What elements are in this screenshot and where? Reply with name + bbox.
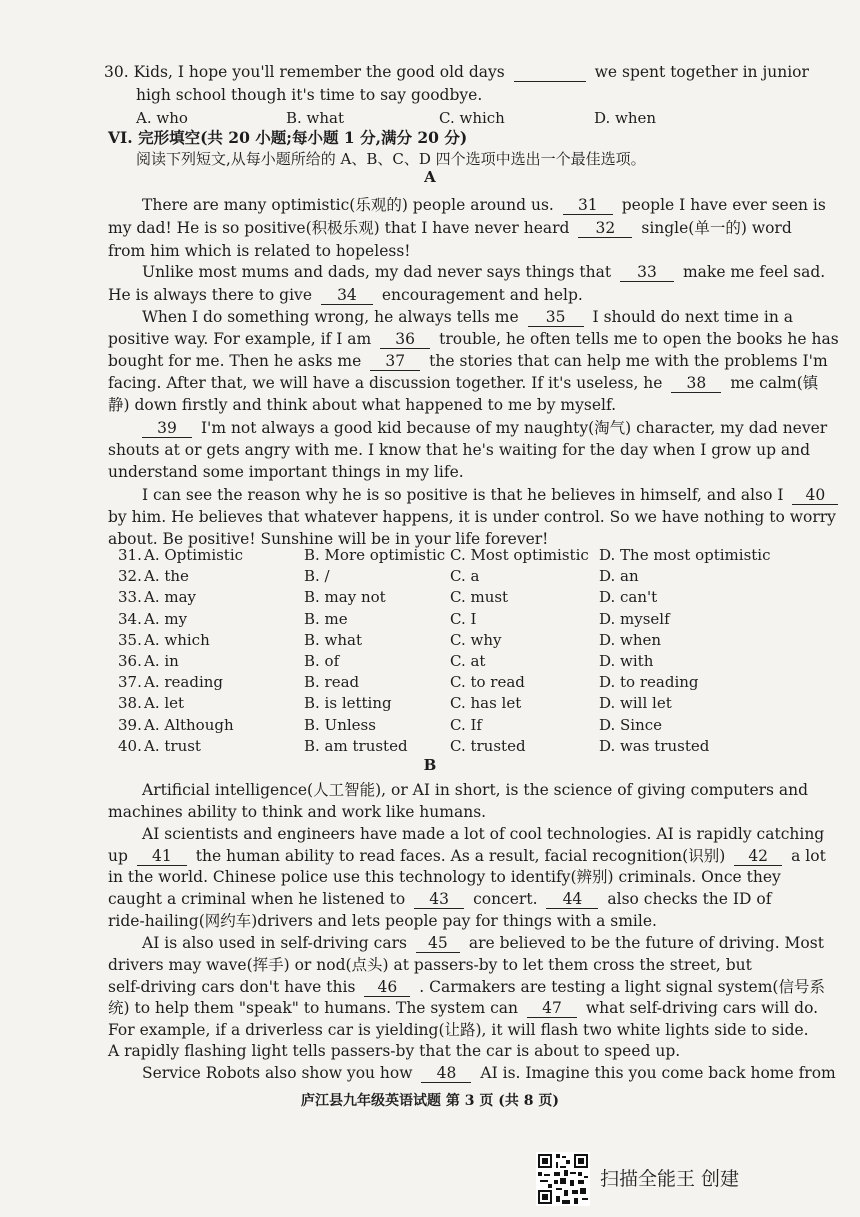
option-b: B. / <box>304 567 330 586</box>
passage-b-line <box>108 889 771 909</box>
option-b: B. read <box>304 673 360 692</box>
blank-37: 37 <box>370 352 420 371</box>
passage-b-line: A rapidly flashing light tells passers-by that the car is about to speed up. <box>108 1042 681 1060</box>
text: bought for me. Then he asks me <box>108 352 362 370</box>
option-a: A. in <box>144 652 179 670</box>
passage-a-label: A <box>424 168 436 186</box>
passage-a-line <box>142 485 842 505</box>
option-row <box>118 693 818 713</box>
option-d: D. Since <box>599 715 663 734</box>
passage-b-line: ride-hailing(网约车)drivers and lets people pay for things with a smile. <box>108 912 657 930</box>
option-b: B. is letting <box>304 694 392 713</box>
text: He is always there to give <box>108 286 312 304</box>
q30-option-a: A. who <box>136 109 188 127</box>
passage-b-line: machines ability to think and work like humans. <box>108 803 487 821</box>
section-instruction: 阅读下列短文,从每小题所给的 A、B、C、D 四个选项中选出一个最佳选项。 <box>136 150 646 168</box>
q30-option-d: D. when <box>594 109 657 127</box>
option-number: 37. <box>118 673 142 692</box>
blank-41: 41 <box>137 847 187 866</box>
text: I can see the reason why he is so positive is that he believes in himself, and also I <box>142 486 784 504</box>
passage-a-line <box>108 351 828 371</box>
passage-a-line <box>142 195 826 215</box>
blank-43: 43 <box>414 890 464 909</box>
text: I'm not always a good kid because of my naughty(淘气) character, my dad never <box>200 419 828 437</box>
option-row <box>118 736 818 756</box>
scanner-watermark: 扫描全能王 创建 <box>600 1168 740 1190</box>
option-a: A. my <box>144 609 188 628</box>
option-c: C. to read <box>450 673 525 692</box>
option-b: B. am trusted <box>304 736 408 755</box>
option-d: D. was trusted <box>599 736 710 755</box>
passage-a-line <box>108 373 818 393</box>
option-d: D. can't <box>599 588 658 607</box>
text: facing. After that, we will have a discussion together. If it's useless, he <box>108 374 663 392</box>
blank-38: 38 <box>671 374 721 393</box>
option-b: B. what <box>304 630 363 649</box>
option-row <box>118 715 818 735</box>
blank-34: 34 <box>321 286 373 305</box>
option-number: 40. <box>118 736 142 755</box>
text: positive way. For example, if I am <box>108 330 372 348</box>
text: caught a criminal when he listened to <box>108 890 406 908</box>
passage-a-line <box>142 262 825 282</box>
q30-line2: high school though it's time to say goodbye. <box>136 86 483 104</box>
option-c: C. why <box>450 630 502 649</box>
text: AI is. Imagine this you come back home from <box>480 1064 836 1082</box>
passage-b-line <box>108 846 826 866</box>
option-row <box>118 566 818 586</box>
option-b: B. Unless <box>304 715 376 734</box>
text: trouble, he often tells me to open the books he has <box>439 330 839 348</box>
option-a: A. let <box>144 694 185 713</box>
option-number: 35. <box>118 630 142 649</box>
text: what self-driving cars will do. <box>585 999 819 1017</box>
option-a: A. which <box>144 630 210 649</box>
option-d: D. The most optimistic <box>599 546 771 564</box>
option-d: D. myself <box>599 609 670 628</box>
passage-a-line <box>108 285 583 305</box>
option-row <box>118 587 818 607</box>
page-footer: 庐江县九年级英语试题 第 3 页 (共 8 页) <box>301 1093 559 1109</box>
blank-33: 33 <box>620 263 674 282</box>
option-c: C. has let <box>450 694 522 713</box>
text: are believed to be the future of driving. Most <box>468 934 824 952</box>
option-c: C. at <box>450 652 486 670</box>
passage-a-line: understand some important things in my life. <box>108 463 464 481</box>
blank-48: 48 <box>421 1064 471 1083</box>
option-number: 39. <box>118 715 142 734</box>
option-a: A. Optimistic <box>144 546 244 564</box>
option-number: 34. <box>118 609 142 628</box>
passage-b-line: For example, if a driverless car is yielding(让路), it will flash two white lights side to side. <box>108 1021 809 1039</box>
option-row <box>118 609 818 629</box>
option-c: C. a <box>450 567 480 586</box>
option-b: B. More optimistic <box>304 546 446 564</box>
option-d: D. an <box>599 567 639 586</box>
text: encouragement and help. <box>381 286 583 304</box>
text: also checks the ID of <box>607 890 772 908</box>
text: There are many optimistic(乐观的) people around us. <box>142 196 554 214</box>
passage-b-line: in the world. Chinese police use this technology to identify(辨别) criminals. Once they <box>108 868 781 886</box>
option-d: D. with <box>599 652 654 670</box>
text: my dad! He is so positive(积极乐观) that I have never heard <box>108 219 570 237</box>
passage-b-line <box>142 1063 836 1083</box>
passage-b-label: B <box>423 756 437 774</box>
text: When I do something wrong, he always tells me <box>142 308 519 326</box>
q30-option-b: B. what <box>286 109 345 127</box>
blank-46: 46 <box>364 978 410 997</box>
text: up <box>108 847 128 865</box>
text: me calm(镇 <box>730 374 819 392</box>
text: 统) to help them "speak" to humans. The system can <box>108 999 519 1017</box>
text: a lot <box>791 847 826 865</box>
option-a: A. the <box>144 567 189 586</box>
text: Unlike most mums and dads, my dad never says things that <box>142 263 612 281</box>
passage-b-line <box>142 933 824 953</box>
option-c: C. must <box>450 588 509 607</box>
passage-a-line: from him which is related to hopeless! <box>108 242 411 260</box>
option-a: A. reading <box>144 673 224 692</box>
option-row <box>118 545 818 565</box>
passage-b-line: drivers may wave(挥手) or nod(点头) at passers-by to let them cross the street, but <box>108 956 752 974</box>
option-a: A. trust <box>144 736 201 755</box>
section-title: VI. 完形填空(共 20 小题;每小题 1 分,满分 20 分) <box>108 128 468 147</box>
option-a: A. may <box>144 588 197 607</box>
passage-b-line: AI scientists and engineers have made a lot of cool technologies. AI is rapidly catching <box>142 825 825 843</box>
option-c: C. I <box>450 609 477 628</box>
option-c: C. trusted <box>450 736 526 755</box>
text: the human ability to read faces. As a result, facial recognition(识别) <box>195 847 726 865</box>
blank-32: 32 <box>578 219 632 238</box>
passage-a-line: by him. He believes that whatever happens, it is under control. So we have nothing to worry <box>108 508 836 526</box>
option-number: 33. <box>118 588 142 607</box>
text: the stories that can help me with the problems I'm <box>429 352 828 370</box>
q30-option-c: C. which <box>439 109 505 127</box>
option-a: A. Although <box>144 715 234 734</box>
option-b: B. me <box>304 609 348 628</box>
text: . Carmakers are testing a light signal system(信号系 <box>419 978 825 996</box>
blank-45: 45 <box>416 934 460 953</box>
text: concert. <box>473 890 538 908</box>
passage-b-line <box>108 977 825 997</box>
blank-42: 42 <box>734 847 782 866</box>
passage-a-line <box>108 218 792 238</box>
blank-31: 31 <box>563 196 613 215</box>
q30-options <box>136 108 776 128</box>
passage-a-line <box>142 307 793 327</box>
option-d: D. to reading <box>599 673 699 692</box>
text: single(单一的) word <box>641 219 792 237</box>
blank-44: 44 <box>546 890 598 909</box>
option-c: C. If <box>450 715 482 734</box>
option-d: D. when <box>599 630 662 649</box>
passage-a-line: about. Be positive! Sunshine will be in your life forever! <box>108 530 549 548</box>
text: AI is also used in self-driving cars <box>142 934 407 952</box>
passage-a-line: shouts at or gets angry with me. I know that he's waiting for the day when I grow up and <box>108 441 811 459</box>
option-b: B. of <box>304 652 340 670</box>
option-number: 32. <box>118 567 142 586</box>
text: make me feel sad. <box>682 263 826 281</box>
text: people I have ever seen is <box>621 196 826 214</box>
passage-a-line: 静) down firstly and think about what happened to me by myself. <box>108 396 617 414</box>
qr-code-icon <box>536 1152 590 1206</box>
option-b: B. may not <box>304 588 386 607</box>
blank-35: 35 <box>528 308 584 327</box>
text: Service Robots also show you how <box>142 1064 413 1082</box>
option-number: 38. <box>118 694 142 713</box>
option-d: D. will let <box>599 694 672 713</box>
text: I should do next time in a <box>592 308 793 326</box>
option-row <box>118 630 818 650</box>
option-number: 31. <box>118 546 142 564</box>
passage-a-line <box>108 329 839 349</box>
blank-36: 36 <box>380 330 430 349</box>
blank-39: 39 <box>142 419 192 438</box>
option-c: C. Most optimistic <box>450 546 589 564</box>
blank-40: 40 <box>792 486 838 505</box>
text: self-driving cars don't have this <box>108 978 356 996</box>
option-number: 36. <box>118 652 142 670</box>
q30-text-1a: Kids, I hope you'll remember the good old days <box>133 63 505 81</box>
option-row <box>118 651 818 671</box>
q30-line1 <box>104 62 809 82</box>
option-row <box>118 672 818 692</box>
blank-47: 47 <box>527 999 577 1018</box>
passage-b-line: Artificial intelligence(人工智能), or AI in short, is the science of giving computers and <box>142 781 809 799</box>
passage-b-line <box>108 998 818 1018</box>
passage-a-line <box>142 418 827 438</box>
q30-blank <box>514 63 586 82</box>
q30-number: 30. <box>104 63 129 81</box>
q30-text-1b: we spent together in junior <box>594 63 809 81</box>
